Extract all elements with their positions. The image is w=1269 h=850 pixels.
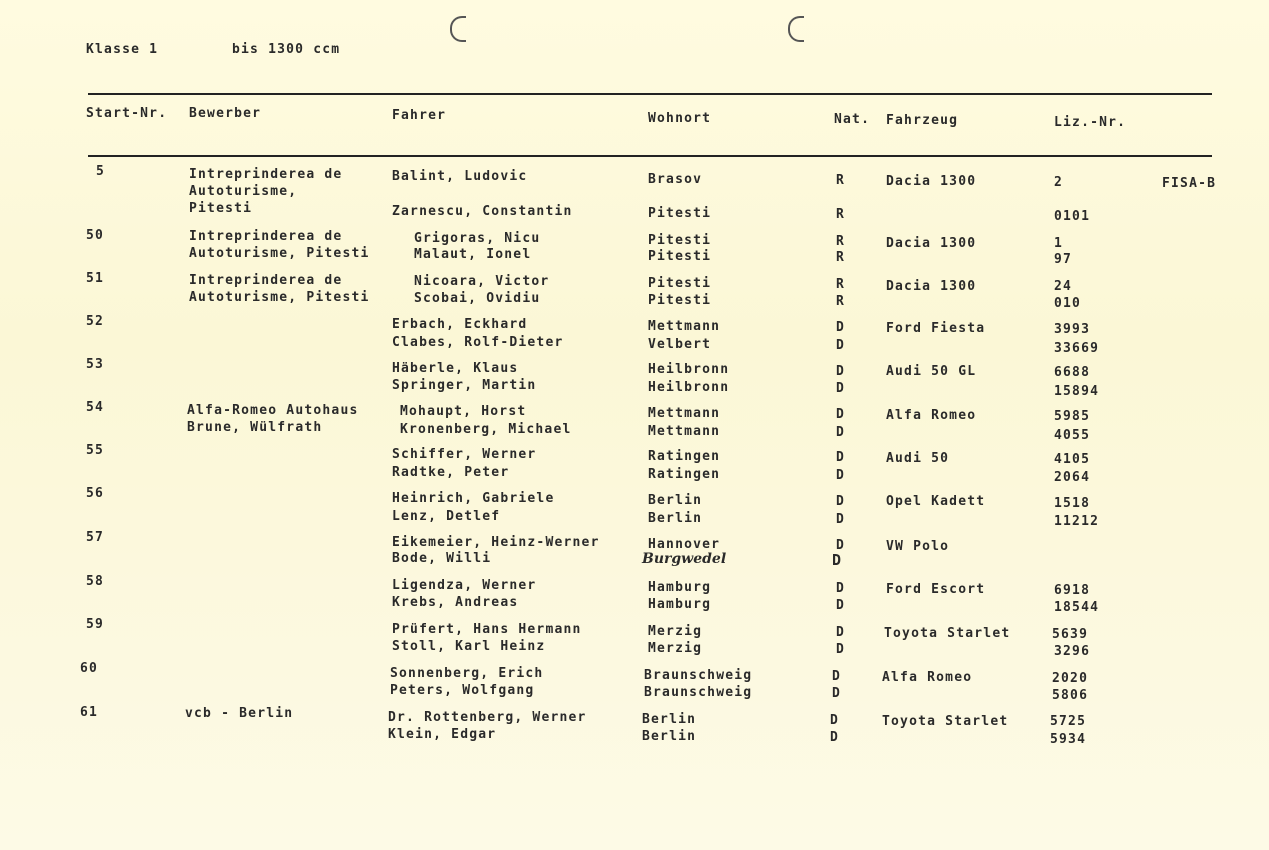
displacement-label: bis 1300 ccm (232, 42, 341, 57)
residence: Mettmann (648, 424, 721, 439)
driver: Malaut, Ionel (414, 247, 532, 262)
col-fahrer: Fahrer (392, 108, 447, 123)
nationality: D (836, 512, 846, 527)
license-number: 11212 (1054, 514, 1100, 529)
vehicle: Alfa Romeo (886, 408, 977, 423)
residence: Pitesti (648, 249, 712, 264)
driver: Zarnescu, Constantin (392, 204, 573, 219)
residence: Velbert (648, 337, 712, 352)
start-number: 58 (86, 574, 105, 589)
license-number: 5806 (1052, 688, 1089, 703)
nationality: R (836, 207, 846, 222)
driver: Lenz, Detlef (392, 509, 501, 524)
start-number: 60 (80, 661, 99, 676)
residence: Heilbronn (648, 362, 730, 377)
nationality: D (836, 538, 846, 553)
entrant: Brune, Wülfrath (187, 420, 323, 435)
nationality: D (836, 598, 846, 613)
col-start-nr: Start-Nr. (86, 106, 168, 121)
license-number: 5639 (1052, 627, 1089, 642)
vehicle: Audi 50 (886, 451, 950, 466)
license-number: 33669 (1054, 341, 1100, 356)
residence: Hamburg (648, 580, 712, 595)
col-bewerber: Bewerber (189, 106, 262, 121)
nationality: D (836, 468, 846, 483)
residence: Pitesti (648, 276, 712, 291)
nationality: D (830, 730, 840, 745)
license-number: 010 (1054, 296, 1082, 311)
nationality: D (836, 425, 846, 440)
nationality: R (836, 250, 846, 265)
punch-hole (450, 16, 466, 42)
license-number: 2 (1054, 175, 1064, 190)
entrant: Intreprinderea de (189, 229, 343, 244)
vehicle: Alfa Romeo (882, 670, 973, 685)
license-number: 5725 (1050, 714, 1087, 729)
license-number: 3296 (1054, 644, 1091, 659)
entrant: Alfa-Romeo Autohaus (187, 403, 359, 418)
nationality: D (832, 669, 842, 684)
note: FISA-B (1162, 176, 1217, 191)
nationality: R (836, 277, 846, 292)
residence: Braunschweig (644, 668, 753, 683)
start-number: 57 (86, 530, 105, 545)
nationality: D (836, 450, 846, 465)
driver: Mohaupt, Horst (400, 404, 527, 419)
class-label: Klasse 1 (86, 42, 159, 57)
residence: Hamburg (648, 597, 712, 612)
residence: Pitesti (648, 206, 712, 221)
residence: Berlin (642, 729, 697, 744)
start-number: 59 (86, 617, 105, 632)
residence: Pitesti (648, 293, 712, 308)
driver: Kronenberg, Michael (400, 422, 572, 437)
residence: Ratingen (648, 449, 721, 464)
license-number: 15894 (1054, 384, 1100, 399)
license-number: 97 (1054, 252, 1073, 267)
nationality: D (836, 625, 846, 640)
nationality: D (836, 381, 846, 396)
nationality: D (836, 338, 846, 353)
license-number: 18544 (1054, 600, 1100, 615)
driver: Sonnenberg, Erich (390, 666, 544, 681)
nationality: D (830, 713, 840, 728)
driver: Häberle, Klaus (392, 361, 519, 376)
nationality: D (836, 407, 846, 422)
residence: Mettmann (648, 406, 721, 421)
license-number: 2020 (1052, 671, 1089, 686)
residence: Berlin (648, 511, 703, 526)
start-number: 54 (86, 400, 105, 415)
residence: Merzig (648, 641, 703, 656)
driver: Ligendza, Werner (392, 578, 537, 593)
entrant: Autoturisme, (189, 184, 298, 199)
driver: Clabes, Rolf-Dieter (392, 335, 564, 350)
start-number: 52 (86, 314, 105, 329)
nationality: D (836, 320, 846, 335)
vehicle: Dacia 1300 (886, 279, 977, 294)
residence: Brasov (648, 172, 703, 187)
vehicle: Ford Fiesta (886, 321, 986, 336)
residence: Mettmann (648, 319, 721, 334)
residence: Hannover (648, 537, 721, 552)
entrant: Intreprinderea de (189, 167, 343, 182)
start-number: 50 (86, 228, 105, 243)
driver: Schiffer, Werner (392, 447, 537, 462)
license-number: 24 (1054, 279, 1073, 294)
license-number: 4105 (1054, 452, 1091, 467)
start-number: 51 (86, 271, 105, 286)
residence: Ratingen (648, 467, 721, 482)
driver: Peters, Wolfgang (390, 683, 535, 698)
header-rule-bottom (88, 155, 1212, 157)
nationality: R (836, 294, 846, 309)
start-number: 55 (86, 443, 105, 458)
license-number: 6688 (1054, 365, 1091, 380)
vehicle: VW Polo (886, 539, 950, 554)
driver: Dr. Rottenberg, Werner (388, 710, 587, 725)
col-wohnort: Wohnort (648, 111, 712, 126)
driver: Prüfert, Hans Hermann (392, 622, 582, 637)
entrant: Autoturisme, Pitesti (189, 246, 370, 261)
license-number: 1518 (1054, 496, 1091, 511)
nationality: D (836, 581, 846, 596)
vehicle: Opel Kadett (886, 494, 986, 509)
nationality: D (836, 364, 846, 379)
license-number: 5985 (1054, 409, 1091, 424)
driver: Stoll, Karl Heinz (392, 639, 546, 654)
start-number: 5 (96, 164, 106, 179)
driver: Eikemeier, Heinz-Werner (392, 535, 600, 550)
residence: Berlin (648, 493, 703, 508)
driver: Erbach, Eckhard (392, 317, 528, 332)
license-number: 5934 (1050, 732, 1087, 747)
entrant: Intreprinderea de (189, 273, 343, 288)
residence: Merzig (648, 624, 703, 639)
start-number: 61 (80, 705, 99, 720)
license-number: 4055 (1054, 428, 1091, 443)
vehicle: Dacia 1300 (886, 236, 977, 251)
residence-handwritten: Burgwedel (642, 551, 727, 567)
license-number: 2064 (1054, 470, 1091, 485)
entrant: vcb - Berlin (185, 706, 294, 721)
punch-hole (788, 16, 804, 42)
header-rule-top (88, 93, 1212, 95)
vehicle: Audi 50 GL (886, 364, 977, 379)
nationality: R (836, 173, 846, 188)
nationality: D (832, 686, 842, 701)
driver: Bode, Willi (392, 551, 492, 566)
nationality: D (832, 551, 843, 569)
nationality: D (836, 494, 846, 509)
driver: Radtke, Peter (392, 465, 510, 480)
col-fahrzeug: Fahrzeug (886, 113, 959, 128)
vehicle: Toyota Starlet (882, 714, 1009, 729)
vehicle: Ford Escort (886, 582, 986, 597)
nationality: D (836, 642, 846, 657)
driver: Krebs, Andreas (392, 595, 519, 610)
residence: Braunschweig (644, 685, 753, 700)
start-number: 53 (86, 357, 105, 372)
license-number: 3993 (1054, 322, 1091, 337)
driver: Nicoara, Victor (414, 274, 550, 289)
driver: Springer, Martin (392, 378, 537, 393)
entrant: Autoturisme, Pitesti (189, 290, 370, 305)
license-number: 1 (1054, 236, 1064, 251)
residence: Heilbronn (648, 380, 730, 395)
driver: Scobai, Ovidiu (414, 291, 541, 306)
entrant: Pitesti (189, 201, 253, 216)
residence: Berlin (642, 712, 697, 727)
vehicle: Dacia 1300 (886, 174, 977, 189)
driver: Heinrich, Gabriele (392, 491, 555, 506)
start-number: 56 (86, 486, 105, 501)
residence: Pitesti (648, 233, 712, 248)
nationality: R (836, 234, 846, 249)
col-nat: Nat. (834, 112, 871, 127)
license-number: 0101 (1054, 209, 1091, 224)
col-liz-nr: Liz.-Nr. (1054, 115, 1127, 130)
driver: Balint, Ludovic (392, 169, 528, 184)
driver: Klein, Edgar (388, 727, 497, 742)
license-number: 6918 (1054, 583, 1091, 598)
vehicle: Toyota Starlet (884, 626, 1011, 641)
driver: Grigoras, Nicu (414, 231, 541, 246)
